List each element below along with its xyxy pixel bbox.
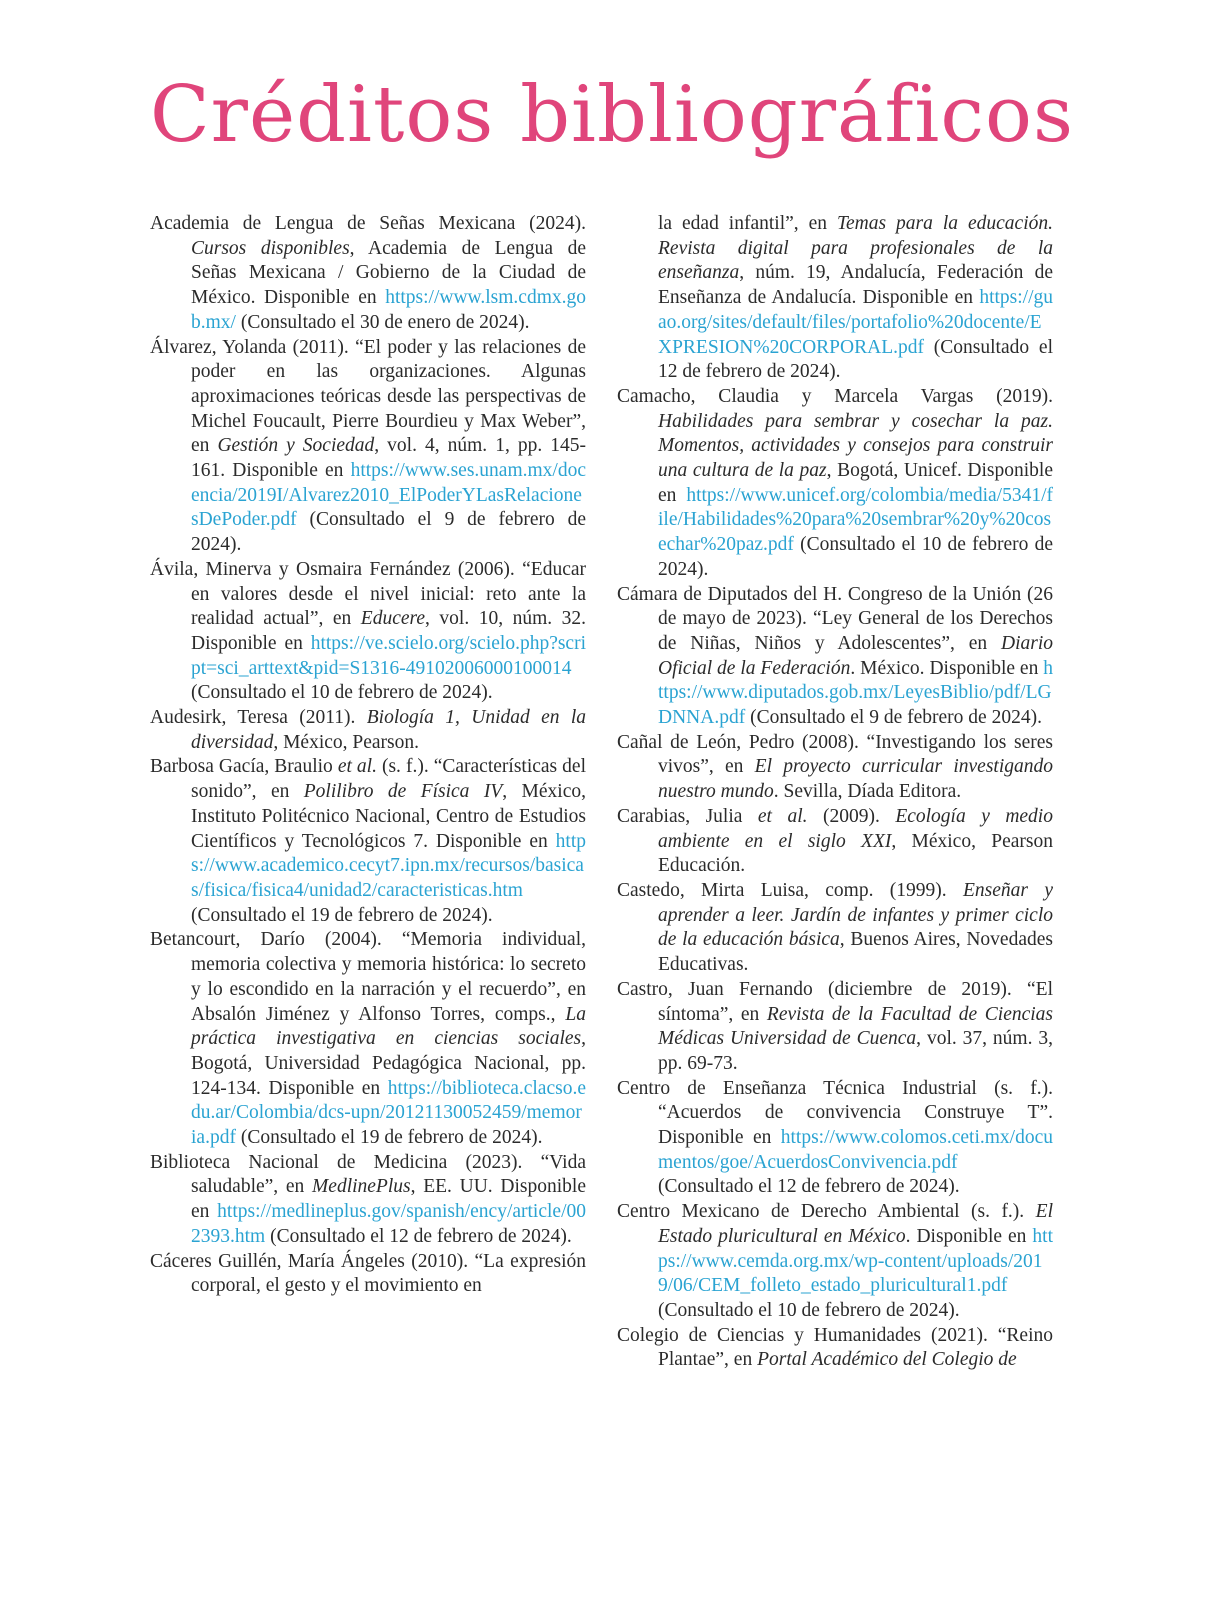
reference-text: . Sevilla, Díada Editora. — [773, 781, 962, 803]
reference-entry — [617, 1077, 1053, 1201]
reference-text: Colegio de Ciencias y Humanidades (2021). “Reino Plantae”, en — [617, 1324, 1053, 1371]
reference-italic-title: Revista de la Facultad de Ciencias Médicas Universidad de Cuenca — [658, 1003, 1054, 1050]
reference-url-link[interactable]: https://medlineplus.gov/spanish/ency/article/002393.htm — [191, 1201, 586, 1247]
reference-text: (Consultado el 12 de febrero de 2024). — [658, 336, 1053, 383]
reference-text: . México. Disponible en — [850, 657, 1044, 679]
reference-italic-title: et al. — [337, 756, 377, 778]
reference-text: , México, Pearson. — [273, 731, 420, 753]
reference-entry — [150, 558, 586, 706]
reference-entry — [150, 1151, 586, 1250]
reference-text: Castedo, Mirta Luisa, comp. (1999). — [617, 879, 963, 901]
reference-text: Centro de Enseñanza Técnica Industrial (s. f.). “Acuerdos de convivencia Construye T”. Disponible en — [617, 1077, 1053, 1149]
reference-text: Betancourt, Darío (2004). “Memoria individual, memoria colectiva y memoria histórica: lo secreto y lo escondido en la narración y el recuerdo”, en Absalón Jiménez y Alfonso Torres, comps., — [150, 929, 586, 1025]
reference-entry — [150, 928, 586, 1150]
reference-text: , vol. 10, núm. 32. Disponible en — [191, 608, 586, 654]
page-title: Créditos bibliográficos — [150, 70, 1074, 160]
reference-url-link[interactable]: https://www.ses.unam.mx/docencia/2019I/Alvarez2010_ElPoderYLasRelacionesDePoder.pdf — [191, 460, 586, 531]
reference-entry — [617, 805, 1053, 879]
reference-text: (Consultado el 10 de febrero de 2024). — [191, 682, 493, 704]
reference-text: Ávila, Minerva y Osmaira Fernández (2006). “Educar en valores desde el nivel inicial: reto ante la realidad actual”, en — [150, 558, 586, 630]
reference-text: , vol. 37, núm. 3, pp. 69-73. — [658, 1028, 1053, 1074]
reference-url-link[interactable]: https://www.academico.cecyt7.ipn.mx/recursos/basicas/fisica/fisica4/unidad2/caracteristicas.htm — [191, 830, 586, 901]
reference-text: (2009). — [807, 805, 896, 827]
reference-text: , Academia de Lengua de Señas Mexicana / Gobierno de la Ciudad de México. Disponible en — [191, 237, 587, 309]
reference-entry — [617, 385, 1053, 583]
reference-text: (s. f.). “Características del sonido”, en — [191, 756, 586, 803]
reference-text: Centro Mexicano de Derecho Ambiental (s. f.). — [617, 1201, 1036, 1223]
reference-italic-title: Habilidades para sembrar y cosechar la paz. Momentos, actividades y consejos para construir una cultura de la paz — [658, 410, 1053, 482]
reference-italic-title: Temas para la educación. Revista digital para profesionales de la enseñanza — [658, 213, 1053, 284]
reference-text: Barbosa Gacía, Braulio — [150, 756, 338, 778]
reference-url-link[interactable]: https://ve.scielo.org/scielo.php?script=sci_arttext&pid=S1316-49102006000100014 — [191, 632, 586, 679]
reference-entry — [150, 336, 586, 558]
reference-italic-title: Portal Académico del Colegio de — [757, 1349, 1017, 1371]
reference-text: , vol. 4, núm. 1, pp. 145-161. Disponible en — [191, 435, 586, 482]
reference-italic-title: Diario Oficial de la Federación — [658, 632, 1053, 679]
reference-entry — [150, 212, 586, 336]
reference-text: . Disponible en — [905, 1225, 1033, 1247]
reference-text: (Consultado el 10 de febrero de 2024). — [658, 1299, 960, 1321]
reference-text: la edad infantil”, en — [658, 213, 837, 234]
reference-text: (Consultado el 9 de febrero de 2024). — [191, 509, 586, 556]
reference-entry — [617, 583, 1053, 731]
reference-text: (Consultado el 19 de febrero de 2024). — [191, 904, 493, 926]
reference-entry — [617, 1324, 1053, 1373]
reference-text: , México, Instituto Politécnico Nacional, Centro de Estudios Científicos y Tecnológicos 7. Disponible en — [191, 781, 586, 852]
reference-italic-title: El Estado pluricultural en México — [658, 1201, 1053, 1247]
reference-italic-title: Enseñar y aprender a leer. Jardín de infantes y primer ciclo de la educación básica — [658, 879, 1053, 951]
reference-italic-title: et al. — [757, 805, 808, 827]
reference-entry — [617, 879, 1053, 978]
reference-text: (Consultado el 12 de febrero de 2024). — [265, 1225, 572, 1247]
reference-italic-title: Ecología y medio ambiente en el siglo XXI — [658, 805, 1053, 852]
reference-text: Cáceres Guillén, María Ángeles (2010). “La expresión corporal, el gesto y el movimiento en — [150, 1250, 586, 1297]
bibliography-left-column — [150, 212, 586, 1299]
reference-url-link[interactable]: https://www.cemda.org.mx/wp-content/uploads/2019/06/CEM_folleto_estado_pluricultural1.pdf — [658, 1225, 1054, 1297]
reference-text: , Bogotá, Unicef. Disponible en — [658, 460, 1053, 506]
reference-entry — [150, 1250, 586, 1299]
reference-italic-title: Polilibro de Física IV — [303, 781, 503, 803]
reference-url-link[interactable]: https://www.diputados.gob.mx/LeyesBiblio/pdf/LGDNNA.pdf — [658, 657, 1053, 729]
bibliography-right-column — [617, 212, 1053, 1373]
reference-text: Biblioteca Nacional de Medicina (2023). “Vida saludable”, en — [150, 1151, 586, 1198]
reference-url-link[interactable]: https://www.colomos.ceti.mx/documentos/goe/AcuerdosConvivencia.pdf — [658, 1127, 1053, 1173]
reference-italic-title: El proyecto curricular investigando nuestro mundo — [658, 756, 1053, 803]
reference-italic-title: Cursos disponibles — [191, 237, 350, 259]
reference-text: Cámara de Diputados del H. Congreso de la Unión (26 de mayo de 2023). “Ley General de los Derechos de Niñas, Niños y Adolescentes”, en — [617, 583, 1053, 654]
reference-italic-title: Educere — [360, 608, 426, 630]
reference-text: Audesirk, Teresa (2011). — [150, 707, 367, 729]
reference-entry — [617, 731, 1053, 805]
reference-text: Carabias, Julia — [617, 805, 758, 827]
reference-text: (Consultado el 19 de febrero de 2024). — [235, 1127, 543, 1149]
reference-text: Álvarez, Yolanda (2011). “El poder y las relaciones de poder en las organizaciones. Algunas aproximaciones teóricas desde las perspectivas de Michel Foucault, Pierre Bourdieu y Max Weber”, en — [150, 336, 586, 457]
reference-text: (Consultado el 10 de febrero de 2024). — [658, 534, 1053, 580]
reference-italic-title: Gestión y Sociedad — [217, 435, 375, 457]
reference-text: , núm. 19, Andalucía, Federación de Enseñanza de Andalucía. Disponible en — [658, 262, 1053, 309]
reference-text: Castro, Juan Fernando (diciembre de 2019). “El síntoma”, en — [617, 978, 1053, 1025]
reference-entry — [617, 1200, 1053, 1324]
reference-url-link[interactable]: https://biblioteca.clacso.edu.ar/Colombia/dcs-upn/20121130052459/memoria.pdf — [191, 1077, 586, 1149]
reference-url-link[interactable]: https://www.lsm.cdmx.gob.mx/ — [191, 287, 586, 333]
reference-entry — [150, 755, 586, 928]
reference-entry — [150, 706, 586, 755]
reference-italic-title: La práctica investigativa en ciencias sociales — [191, 1003, 586, 1050]
reference-text: (Consultado el 30 de enero de 2024). — [235, 311, 530, 333]
reference-text: Cañal de León, Pedro (2008). “Investigando los seres vivos”, en — [617, 731, 1053, 778]
reference-entry — [617, 978, 1053, 1077]
reference-italic-title: MedlinePlus — [312, 1176, 411, 1198]
reference-italic-title: Biología 1, Unidad en la diversidad — [191, 707, 586, 753]
reference-text: Academia de Lengua de Señas Mexicana (2024). — [150, 213, 586, 234]
reference-text: (Consultado el 12 de febrero de 2024). — [658, 1176, 960, 1198]
reference-text: , México, Pearson Educación. — [658, 830, 1053, 877]
reference-url-link[interactable]: https://www.unicef.org/colombia/media/5341/file/Habilidades%20para%20sembrar%20y%20cosechar%20paz.pdf — [658, 484, 1053, 556]
reference-text: Camacho, Claudia y Marcela Vargas (2019). — [617, 385, 1053, 407]
reference-text: , Bogotá, Universidad Pedagógica Nacional, pp. 124-134. Disponible en — [191, 1028, 586, 1099]
reference-url-link[interactable]: https://guao.org/sites/default/files/portafolio%20docente/EXPRESION%20CORPORAL.pdf — [658, 287, 1053, 358]
reference-text: , Buenos Aires, Novedades Educativas. — [658, 929, 1053, 976]
reference-entry-continuation — [617, 212, 1053, 385]
reference-text: , EE. UU. Disponible en — [191, 1176, 586, 1223]
reference-text: (Consultado el 9 de febrero de 2024). — [745, 707, 1042, 729]
